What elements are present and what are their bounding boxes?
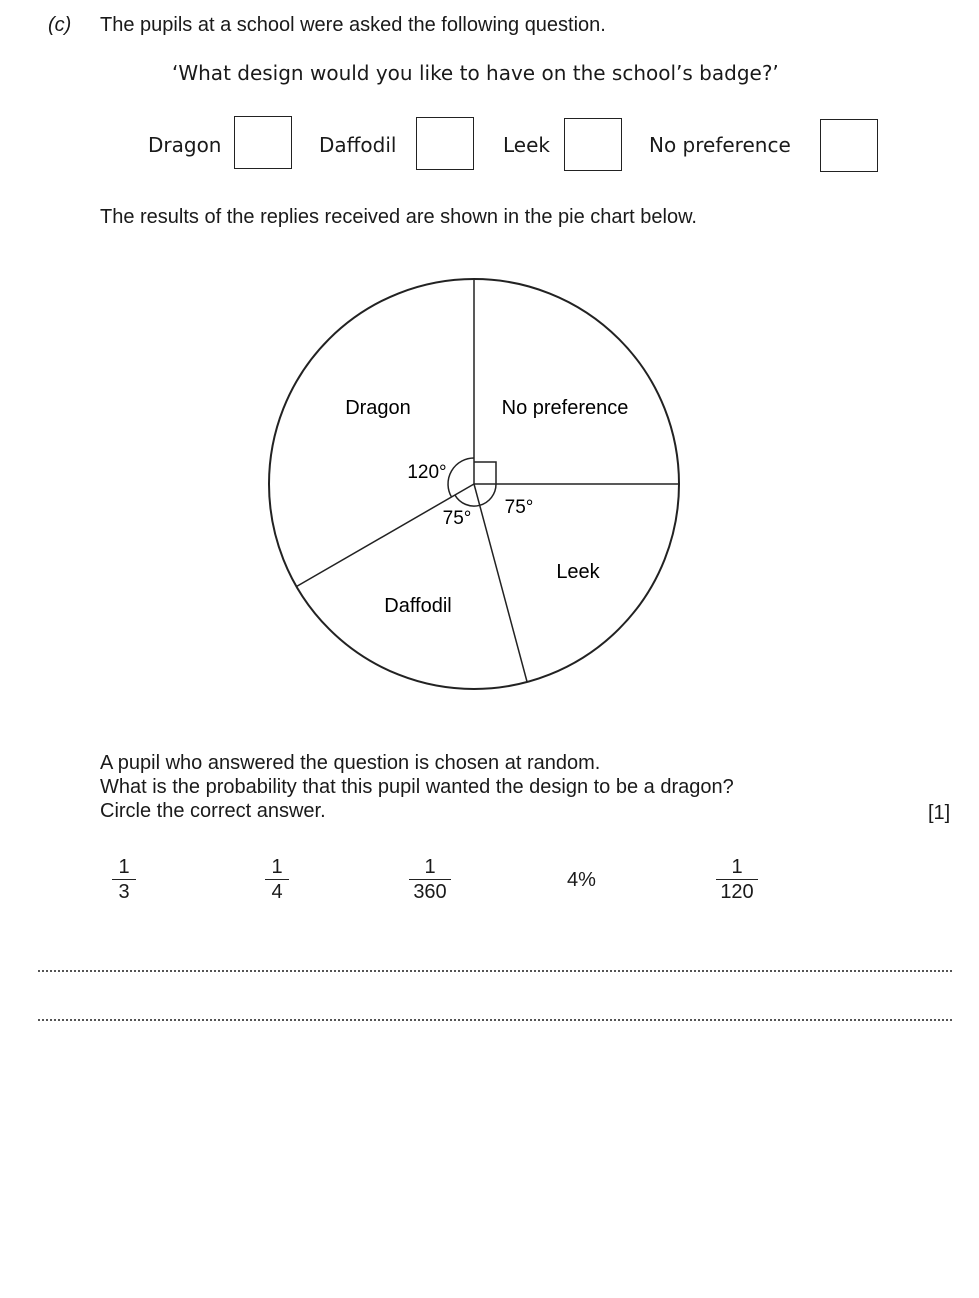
- answer-one-third[interactable]: [112, 856, 136, 903]
- answer-numerator: 1: [731, 856, 743, 878]
- answer-line-1[interactable]: [38, 970, 952, 972]
- prompt-line-2: What is the probability that this pupil wanted the design to be a dragon?: [100, 776, 734, 798]
- answer-one-360th[interactable]: [409, 856, 451, 903]
- answer-denominator: 3: [118, 881, 130, 903]
- slice-label-leek: Leek: [556, 561, 600, 583]
- answer-four-percent[interactable]: 4%: [567, 869, 596, 891]
- option-label-leek: Leek: [503, 133, 550, 157]
- answer-denominator: 4: [271, 881, 283, 903]
- slice-label-dragon: Dragon: [345, 397, 411, 419]
- answer-numerator: 1: [118, 856, 130, 878]
- prompt-line-3: Circle the correct answer.: [100, 800, 326, 822]
- fraction-bar: [409, 879, 451, 880]
- prompt-line-1: A pupil who answered the question is chosen at random.: [100, 752, 601, 774]
- answer-line-2[interactable]: [38, 1019, 952, 1021]
- angle-label-daffodil: 75°: [442, 508, 472, 529]
- answer-denominator: 120: [720, 881, 754, 903]
- results-text: The results of the replies received are shown in the pie chart below.: [100, 206, 697, 228]
- pie-boundary-daffodil-dragon: [297, 484, 475, 587]
- angle-label-dragon: 120°: [407, 462, 447, 483]
- option-label-daffodil: Daffodil: [319, 133, 397, 157]
- answer-one-120th[interactable]: [716, 856, 758, 903]
- option-label-dragon: Dragon: [148, 133, 222, 157]
- answer-numerator: 1: [271, 856, 283, 878]
- fraction-bar: [265, 879, 289, 880]
- angle-arc-daffodil: [455, 495, 480, 506]
- angle-arc-leek: [480, 484, 496, 505]
- slice-label-daffodil: Daffodil: [384, 595, 452, 617]
- part-label: (c): [48, 14, 72, 36]
- answer-one-quarter[interactable]: [265, 856, 289, 903]
- slice-label-no-preference: No preference: [501, 397, 629, 419]
- intro-text: The pupils at a school were asked the following question.: [100, 14, 606, 36]
- survey-question: ‘What design would you like to have on the school’s badge?’: [172, 61, 779, 85]
- angle-label-leek: 75°: [504, 497, 534, 518]
- option-label-no-preference: No preference: [649, 133, 791, 157]
- right-angle-marker: [474, 462, 496, 484]
- fraction-bar: [112, 879, 136, 880]
- fraction-bar: [716, 879, 758, 880]
- answer-numerator: 1: [424, 856, 436, 878]
- marks-label: [1]: [928, 802, 951, 824]
- answer-denominator: 360: [413, 881, 447, 903]
